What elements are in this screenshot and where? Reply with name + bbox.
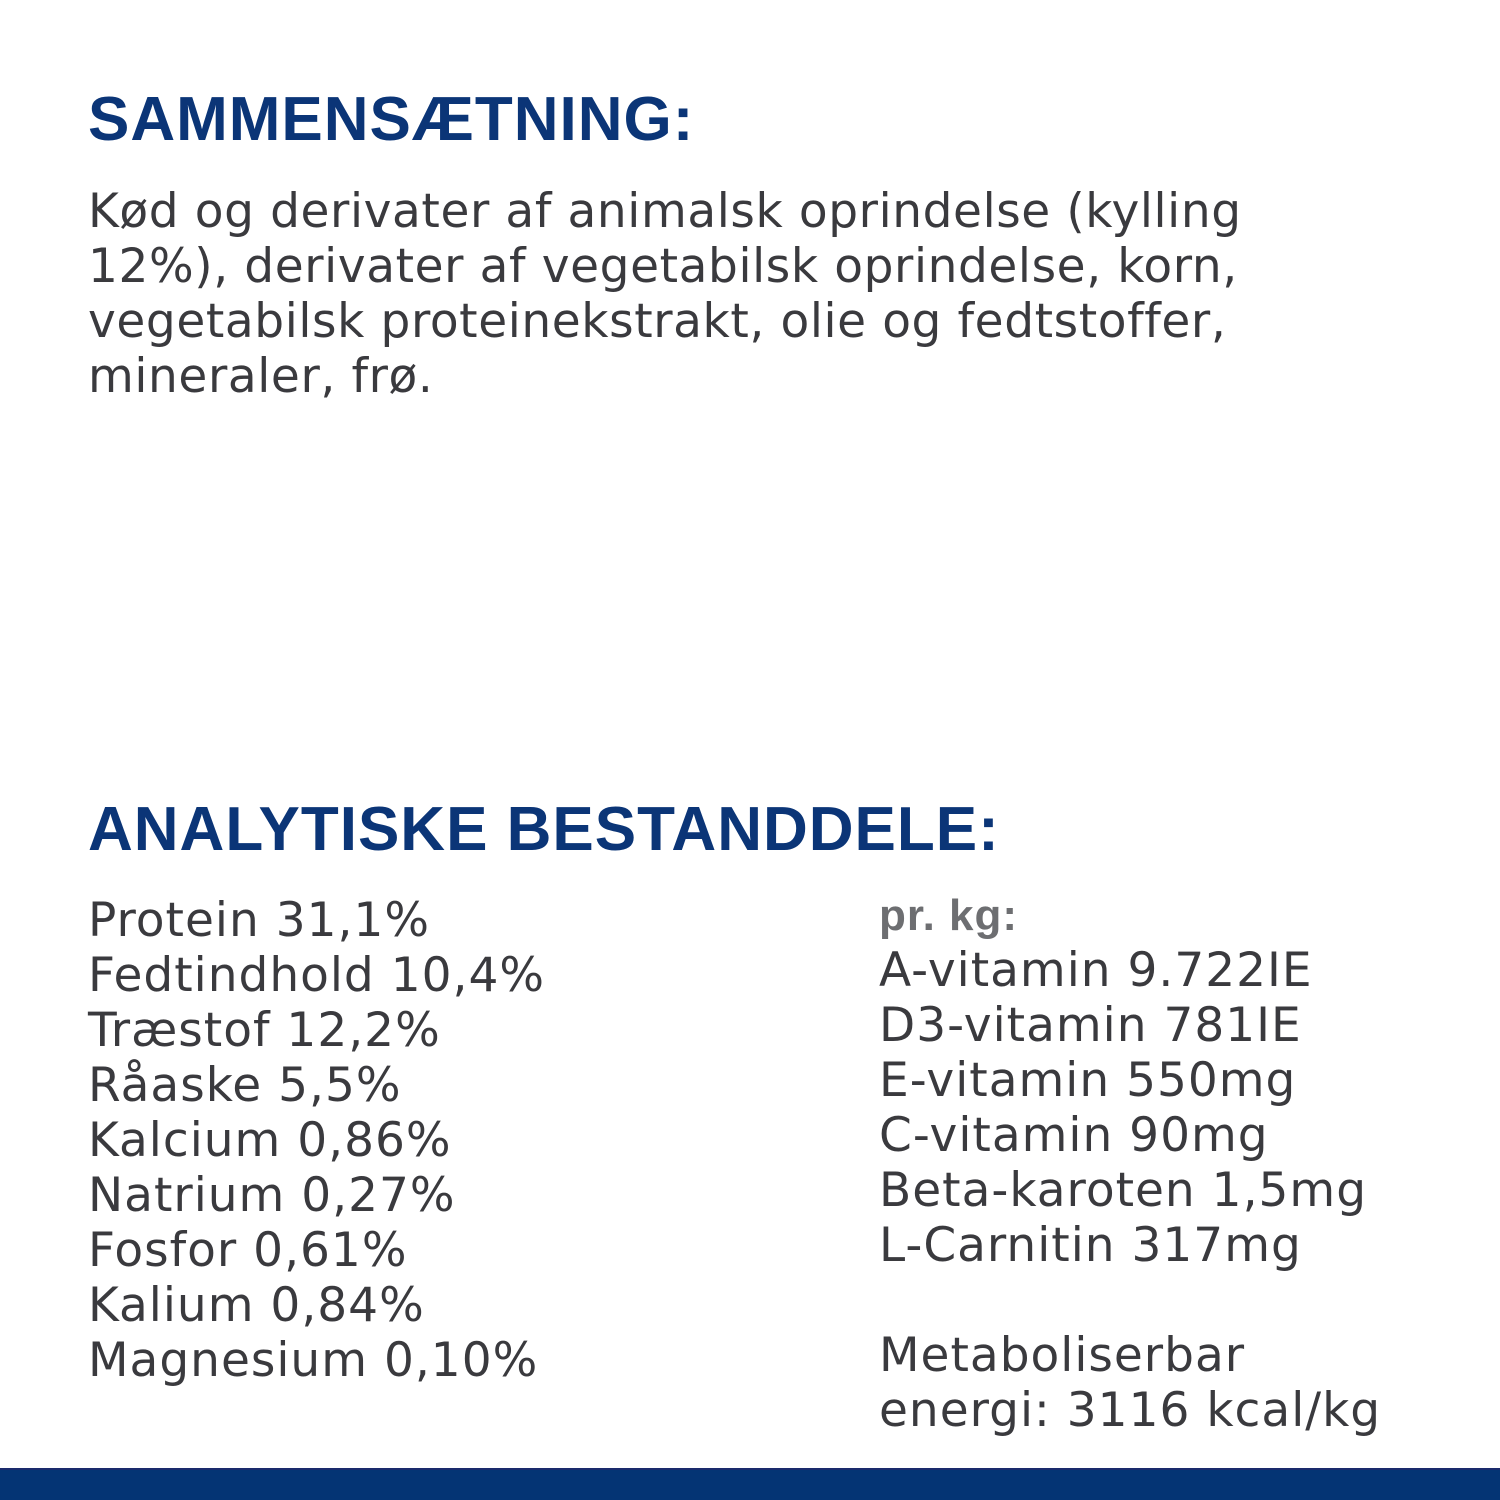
per-kg-list bbox=[879, 888, 1381, 1438]
l-carnitine: L-Carnitin 317mg bbox=[879, 1218, 1302, 1273]
constituent-fat: Fedtindhold 10,4% bbox=[88, 948, 546, 1003]
constituent-fiber: Træstof 12,2% bbox=[88, 1003, 441, 1058]
constituent-sodium: Natrium 0,27% bbox=[88, 1168, 456, 1223]
per-kg-label: pr. kg: bbox=[879, 891, 1019, 940]
composition-line: 12%), derivater af vegetabilsk oprindelse, korn, bbox=[88, 239, 1238, 294]
composition-heading: SAMMENSÆTNING: bbox=[88, 85, 695, 154]
energy-label: Metaboliserbar bbox=[879, 1328, 1246, 1383]
constituent-ash: Råaske 5,5% bbox=[88, 1058, 402, 1113]
constituent-protein: Protein 31,1% bbox=[88, 893, 430, 948]
constituent-potassium: Kalium 0,84% bbox=[88, 1278, 425, 1333]
composition-text bbox=[88, 184, 1388, 404]
vitamin-e: E-vitamin 550mg bbox=[879, 1053, 1297, 1108]
analytical-heading: ANALYTISKE BESTANDDELE: bbox=[88, 795, 1000, 864]
composition-line: Kød og derivater af animalsk oprindelse (kylling bbox=[88, 184, 1242, 239]
vitamin-d3: D3-vitamin 781IE bbox=[879, 998, 1302, 1053]
constituent-magnesium: Magnesium 0,10% bbox=[88, 1333, 539, 1388]
beta-carotene: Beta-karoten 1,5mg bbox=[879, 1163, 1368, 1218]
constituent-calcium: Kalcium 0,86% bbox=[88, 1113, 452, 1168]
energy-value: energi: 3116 kcal/kg bbox=[879, 1383, 1382, 1438]
composition-line: mineraler, frø. bbox=[88, 349, 434, 404]
vitamin-a: A-vitamin 9.722IE bbox=[879, 943, 1313, 998]
composition-line: vegetabilsk proteinekstrakt, olie og fedtstoffer, bbox=[88, 294, 1227, 349]
constituents-list bbox=[88, 893, 545, 1388]
constituent-phosphorus: Fosfor 0,61% bbox=[88, 1223, 408, 1278]
footer-bar bbox=[0, 1468, 1500, 1500]
vitamin-c: C-vitamin 90mg bbox=[879, 1108, 1269, 1163]
